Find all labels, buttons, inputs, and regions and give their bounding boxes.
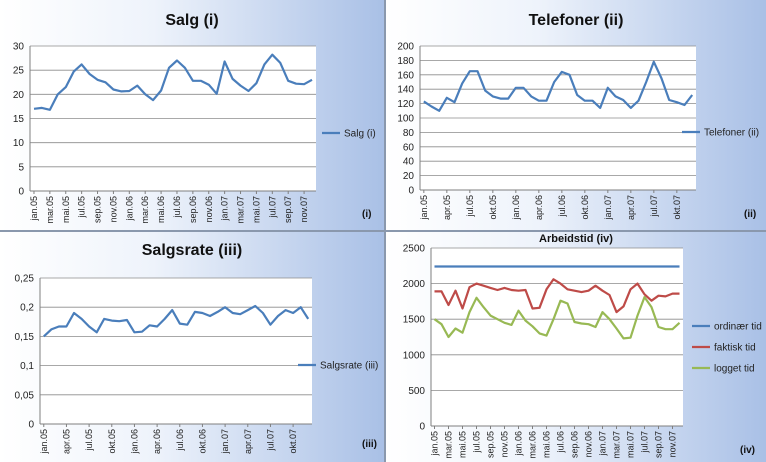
x-tick-label: mai.05: [60, 196, 71, 224]
x-tick-label: jul.07: [265, 429, 276, 451]
y-tick-label: 0,05: [14, 390, 34, 402]
panel-tag: (i): [362, 209, 372, 220]
x-tick-label: jul.07: [639, 431, 650, 453]
y-tick-label: 0,1: [20, 361, 34, 373]
y-tick-label: 25: [12, 65, 24, 77]
x-tick-label: mar.06: [140, 196, 151, 224]
y-tick-label: 0,25: [14, 273, 34, 285]
x-tick-label: nov.07: [299, 196, 310, 223]
y-tick-label: 40: [402, 156, 414, 168]
y-tick-label: 0: [18, 186, 24, 198]
x-tick-label: jul.05: [464, 195, 475, 217]
chart-panel-telefoner: [386, 0, 766, 230]
x-tick-label: jan.06: [510, 195, 521, 220]
y-tick-label: 5: [18, 162, 24, 174]
plot-area: [40, 278, 312, 424]
y-tick-label: 120: [397, 99, 414, 111]
x-tick-label: sep.06: [187, 196, 198, 224]
legend-label: logget tid: [714, 363, 755, 375]
x-tick-label: mar.07: [235, 196, 246, 224]
x-tick-label: okt.06: [197, 429, 208, 454]
panel-tag: (iv): [740, 445, 755, 456]
x-tick-label: okt.05: [106, 429, 117, 454]
y-tick-label: 15: [12, 114, 24, 125]
chart-svg: [0, 232, 384, 462]
x-tick-label: jan.06: [124, 196, 135, 221]
x-tick-label: mai.07: [625, 431, 636, 459]
x-tick-label: jan.07: [220, 429, 231, 454]
y-tick-label: 100: [397, 113, 414, 125]
x-tick-label: jul.05: [84, 429, 95, 451]
y-tick-label: 160: [397, 70, 414, 82]
x-tick-label: jan.07: [602, 195, 613, 220]
x-tick-label: nov.06: [203, 196, 214, 223]
chart-panel-salg: [0, 0, 384, 230]
x-tick-label: mar.05: [44, 196, 55, 224]
chart-svg: [386, 232, 766, 462]
x-tick-label: okt.06: [579, 195, 590, 220]
x-tick-label: jul.06: [174, 429, 185, 451]
x-tick-label: mai.06: [541, 431, 552, 459]
y-tick-label: 0: [408, 185, 414, 197]
x-tick-label: jul.06: [171, 196, 182, 218]
x-tick-label: sep.05: [92, 196, 103, 224]
x-tick-label: jul.06: [555, 431, 566, 453]
x-tick-label: apr.05: [441, 195, 452, 221]
y-tick-label: 0: [419, 421, 425, 433]
y-tick-label: 0: [28, 419, 34, 431]
x-tick-label: jul.07: [267, 196, 278, 218]
y-tick-label: 0,2: [20, 302, 34, 314]
chart-svg: [0, 0, 384, 230]
y-tick-label: 80: [402, 127, 414, 139]
legend-label: Telefoner (ii): [704, 127, 760, 139]
x-tick-label: okt.05: [487, 195, 498, 220]
x-tick-label: jan.05: [418, 195, 429, 220]
x-tick-label: nov.05: [499, 431, 510, 458]
y-tick-label: 2500: [402, 243, 425, 255]
x-tick-label: jan.05: [38, 429, 49, 454]
x-tick-label: jul.07: [648, 195, 659, 217]
y-tick-label: 2000: [402, 279, 425, 291]
legend-label: faktisk tid: [714, 342, 756, 354]
chart-title: Arbeidstid (iv): [539, 233, 613, 245]
x-tick-label: apr.07: [242, 429, 253, 455]
x-tick-label: jan.06: [513, 431, 524, 456]
plot-area: [431, 248, 683, 426]
chart-title: Salg (i): [165, 12, 219, 29]
chart-svg: [386, 0, 766, 230]
chart-title: Salgsrate (iii): [141, 242, 243, 259]
legend-label: Salg (i): [344, 128, 376, 140]
legend-label: ordinær tid: [714, 321, 762, 333]
x-tick-label: jan.07: [597, 431, 608, 456]
x-tick-label: sep.06: [569, 431, 580, 459]
x-tick-label: nov.07: [667, 431, 678, 458]
x-tick-label: apr.07: [625, 194, 636, 221]
y-tick-label: 1500: [402, 314, 425, 326]
x-tick-label: apr.05: [61, 429, 72, 455]
y-tick-label: 20: [12, 89, 24, 101]
x-tick-label: okt.07: [288, 429, 299, 454]
y-tick-label: 200: [397, 41, 414, 53]
x-tick-label: jan.06: [129, 429, 140, 454]
x-tick-label: okt.07: [671, 195, 682, 220]
x-tick-label: mar.05: [443, 431, 454, 459]
y-tick-label: 180: [397, 55, 414, 67]
x-tick-label: jul.05: [76, 196, 87, 218]
x-tick-label: mai.05: [457, 431, 468, 459]
x-tick-label: apr.06: [152, 429, 163, 455]
x-tick-label: mar.07: [611, 431, 622, 459]
y-tick-label: 0,15: [14, 331, 34, 343]
x-tick-label: jul.06: [556, 195, 567, 217]
x-tick-label: jan.05: [28, 196, 39, 221]
y-tick-label: 20: [402, 171, 414, 183]
x-tick-label: nov.06: [583, 431, 594, 458]
x-tick-label: sep.07: [283, 196, 294, 224]
y-tick-label: 60: [402, 142, 414, 154]
x-tick-label: jan.07: [219, 196, 230, 221]
x-tick-label: sep.05: [485, 431, 496, 459]
x-tick-label: nov.05: [108, 196, 119, 223]
panel-tag: (ii): [744, 209, 757, 220]
x-tick-label: jul.05: [471, 431, 482, 453]
x-tick-label: jan.05: [429, 431, 440, 456]
legend-label: Salgsrate (iii): [320, 360, 379, 372]
y-tick-label: 10: [12, 138, 24, 150]
x-tick-label: sep.07: [653, 431, 664, 459]
panel-tag: (iii): [362, 439, 377, 450]
x-tick-label: mar.06: [527, 431, 538, 459]
y-tick-label: 30: [12, 41, 24, 53]
y-tick-label: 1000: [402, 350, 425, 362]
chart-title: Telefoner (ii): [528, 12, 624, 29]
y-tick-label: 140: [397, 84, 414, 96]
chart-panel-arbeidstid: [386, 232, 766, 462]
chart-panel-salgsrate: [0, 232, 384, 462]
x-tick-label: mai.06: [156, 196, 167, 224]
x-tick-label: apr.06: [533, 195, 544, 221]
y-tick-label: 500: [408, 385, 425, 397]
x-tick-label: mai.07: [251, 196, 262, 224]
